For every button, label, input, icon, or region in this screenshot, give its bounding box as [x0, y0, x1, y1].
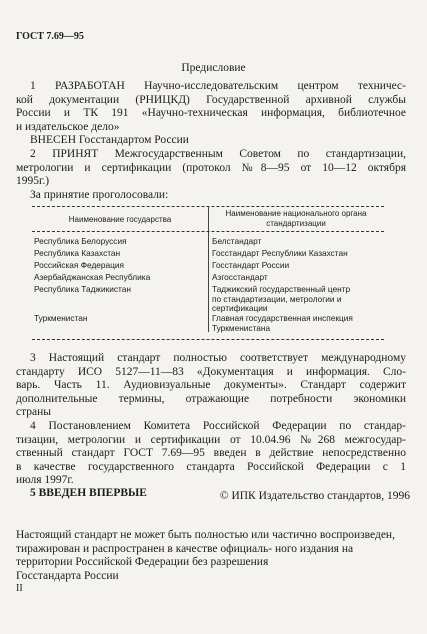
column-header-body: [208, 209, 384, 228]
table-cell-state: Туркменистан: [34, 313, 88, 323]
item-adopted: [16, 148, 406, 202]
table-cell-body: Госстандарт Республики Казахстан: [212, 248, 348, 258]
item-enactment-line: в качестве государственного стандарта Российской Федерации с 1: [16, 460, 406, 473]
item-enactment-line: июля 1997г.: [16, 474, 74, 486]
table-cell-body: Азгосстандарт: [212, 272, 268, 282]
table-cell-body-line: по стандартизации, метрологии и: [212, 293, 342, 304]
table-cell-body-line: Таджикский государственный центр: [212, 284, 351, 294]
table-bottom-rule: [32, 339, 384, 340]
table-cell-body: Госстандарт России: [212, 260, 290, 270]
reproduction-notice: [16, 529, 408, 583]
item-enactment-line: 4 Постановлением Комитета Российской Федерации по стандар-: [30, 420, 406, 432]
table-cell-state: Азербайджанская Республика: [34, 272, 151, 282]
item-conformity-line: дополнительные термины, отражающие потребности экономики: [16, 392, 406, 405]
vote-intro: За принятие проголосовали:: [30, 188, 169, 201]
column-header-state: Наименование государства: [68, 215, 172, 224]
reproduction-notice-line: Госстандарта России: [16, 569, 119, 582]
table-header-rule: [32, 231, 384, 232]
item-conformity: [16, 352, 406, 420]
item-enactment-line: тизации, метрологии и сертификации от 10.04.96 №268 межгосудар-: [16, 433, 406, 446]
document-code: ГОСТ 7.69—95: [16, 31, 84, 42]
item-adopted-line: 2 ПРИНЯТ Межгосударственным Советом по стандартизации,: [30, 148, 406, 160]
section-title: Предисловие: [181, 62, 246, 74]
item-enactment-line: ственный стандарт ГОСТ 7.69—95 введен в действие непосредственно: [16, 447, 406, 459]
table-cell-state: Российская Федерация: [34, 260, 125, 270]
table-cell-body: Белстандарт: [212, 236, 262, 246]
item-conformity-line: стандарту ИСО 5127—11—83 «Документация и информация. Сло-: [16, 365, 406, 378]
item-developed-line: и издательское дело»: [16, 120, 120, 133]
item-first-introduced-text: 5 ВВЕДЕН ВПЕРВЫЕ: [30, 487, 147, 499]
reproduction-notice-line: Настоящий стандарт не может быть полностью или частично: [16, 529, 317, 541]
item-developed-line: России и ТК 191 «Научно-техническая информация, библиотечное: [16, 107, 406, 119]
table-cell-body: [212, 314, 353, 333]
item-adopted-line: метрологии и сертификации (протокол №8—95 от 10—12 октября: [16, 161, 406, 174]
table-cell-state: Республика Казахстан: [34, 248, 121, 258]
column-header-body-line: Наименование национального органа: [225, 209, 367, 218]
table-cell-state: Республика Белоруссия: [34, 236, 127, 246]
item-conformity-line: страны: [16, 406, 52, 418]
item-conformity-line: варь. Часть 11. Аудиовизуальные документы». Стандарт содержит: [16, 379, 406, 391]
reproduction-notice-line: ного издания на территории Российской Федерации без разрешения: [16, 542, 354, 568]
table-cell-body-line: Туркменистана: [212, 322, 271, 333]
table-cell-body-line: Главная государственная инспекция: [212, 313, 353, 323]
introduced-by: ВНЕСЕН Госстандартом России: [30, 134, 189, 146]
item-enactment: [16, 420, 406, 488]
item-developed: [16, 80, 406, 148]
table-cell-body-line: сертификации: [212, 303, 268, 314]
item-adopted-line: 1995г.): [16, 175, 50, 187]
item-developed-line: кой документации (РНИЦКД) Государственной архивной службы: [16, 93, 406, 106]
column-header-body-line: стандартизации: [266, 218, 326, 228]
item-developed-line: 1 РАЗРАБОТАН Научно-исследовательским центром техничес-: [30, 80, 406, 92]
table-cell-state: Республика Таджикистан: [34, 284, 131, 294]
page-number: II: [16, 583, 23, 594]
reproduction-notice-line: воспроизведен, тиражирован и распространен в качестве официаль-: [16, 529, 395, 555]
table-cell-body: [212, 285, 350, 314]
copyright-notice: © ИПК Издательство стандартов, 1996: [219, 490, 410, 502]
item-conformity-line: 3 Настоящий стандарт полностью соответствует международному: [30, 352, 406, 364]
